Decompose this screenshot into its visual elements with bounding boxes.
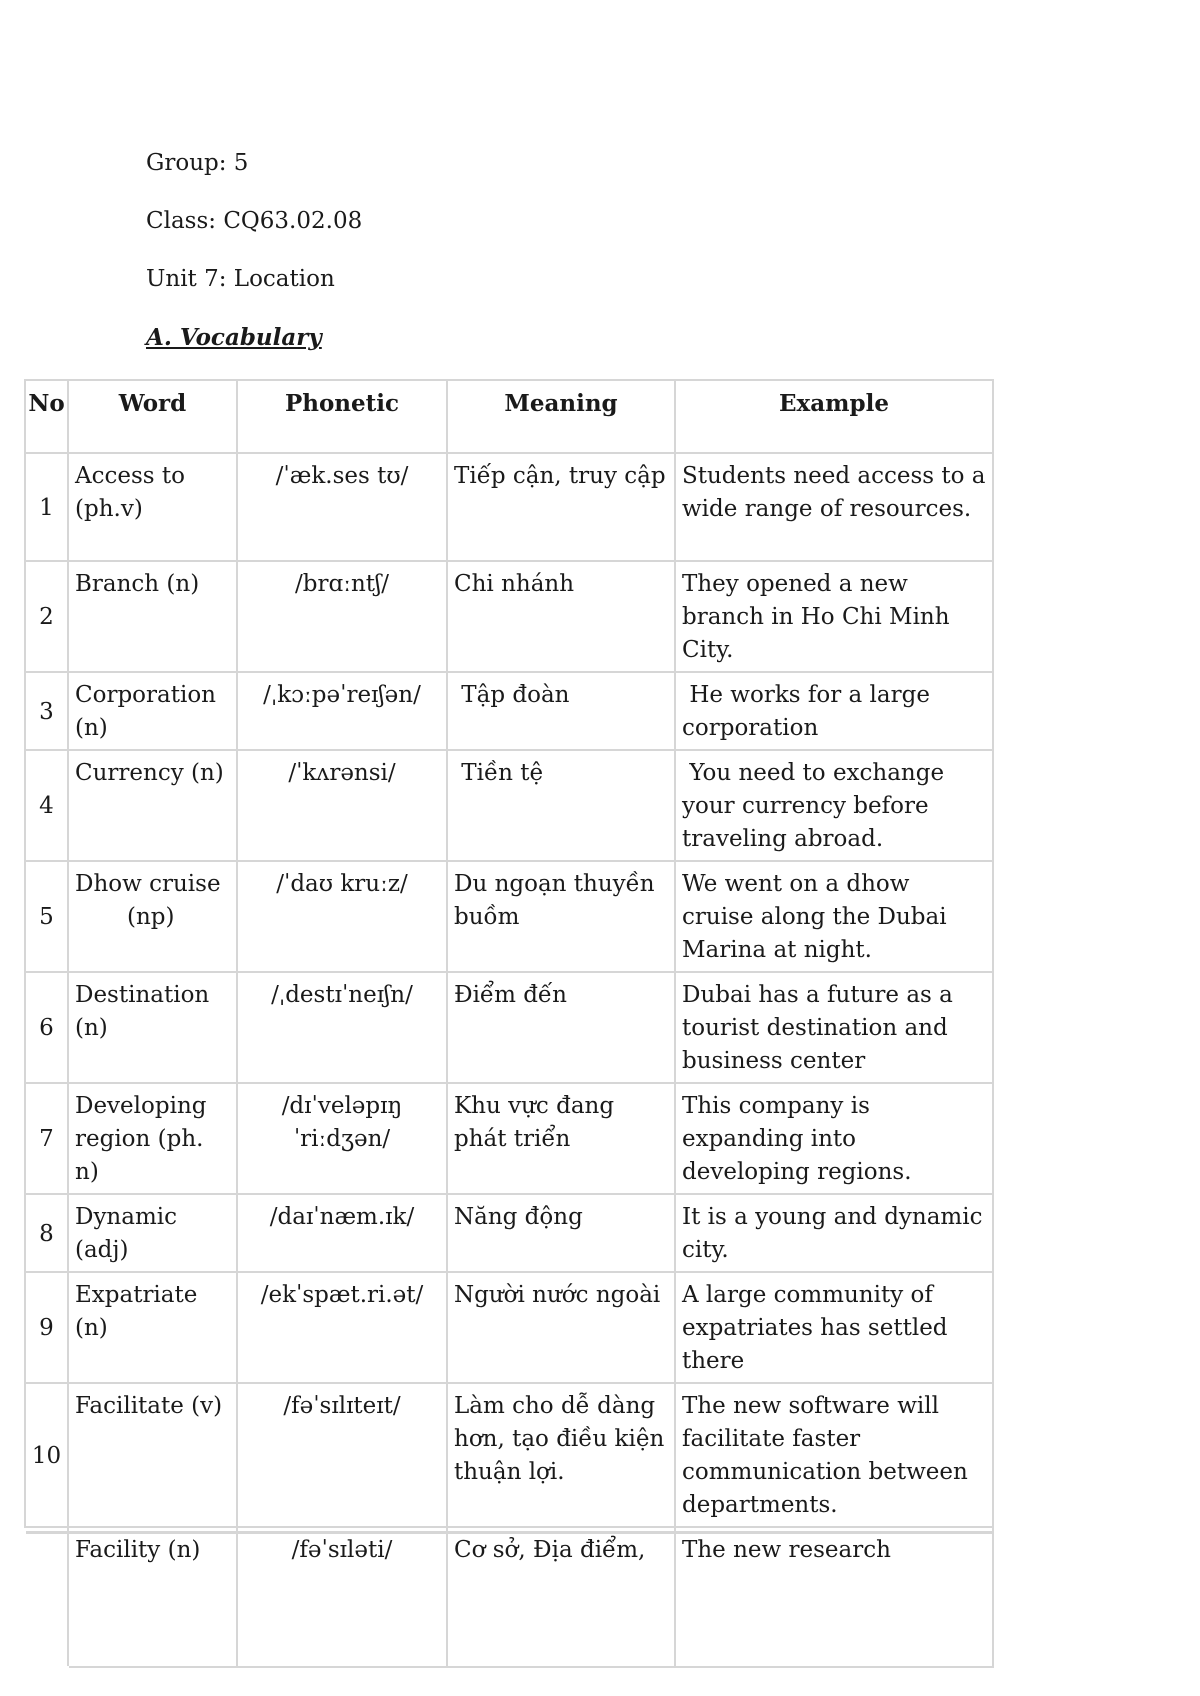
table-row <box>25 972 993 1083</box>
row-number: 4 <box>25 750 68 861</box>
example-cell: It is a young and dynamic city. <box>675 1194 993 1272</box>
table-row <box>25 1083 993 1194</box>
example-cell: Students need access to a wide range of resources. <box>675 453 993 561</box>
row-number: 10 <box>25 1383 68 1527</box>
section-heading: A. Vocabulary <box>146 324 322 351</box>
example-cell: The new research <box>675 1527 993 1667</box>
row-number <box>25 1527 68 1667</box>
table-row <box>25 561 993 672</box>
row-number: 5 <box>25 861 68 972</box>
row-number: 6 <box>25 972 68 1083</box>
row-number: 8 <box>25 1194 68 1272</box>
meaning-cell: Người nước ngoài <box>447 1272 675 1383</box>
word-cell: Destination (n) <box>68 972 237 1083</box>
meaning-cell: Năng động <box>447 1194 675 1272</box>
meaning-cell: Tiếp cận, truy cập <box>447 453 675 561</box>
word-cell: Corporation (n) <box>68 672 237 750</box>
word-cell: Expatriate (n) <box>68 1272 237 1383</box>
example-cell: The new software will facilitate faster communication between departments. <box>675 1383 993 1527</box>
phonetic-cell: /ekˈspæt.ri.ət/ <box>237 1272 447 1383</box>
phonetic-cell: /fəˈsɪlɪteɪt/ <box>237 1383 447 1527</box>
meaning-cell: Chi nhánh <box>447 561 675 672</box>
meaning-cell: Khu vực đang phát triển <box>447 1083 675 1194</box>
table-row <box>25 453 993 561</box>
table-row <box>25 861 993 972</box>
word-line-1: Dhow cruise <box>75 871 221 897</box>
meaning-cell: Cơ sở, Địa điểm, <box>447 1527 675 1667</box>
example-cell: Dubai has a future as a tourist destination and business center <box>675 972 993 1083</box>
phonetic-cell: /dɪˈveləpɪŋ ˈriːdʒən/ <box>237 1083 447 1194</box>
phonetic-cell: /ˌkɔːpəˈreɪʃən/ <box>237 672 447 750</box>
word-cell: Access to (ph.v) <box>68 453 237 561</box>
word-cell: Dynamic (adj) <box>68 1194 237 1272</box>
example-cell: He works for a large corporation <box>675 672 993 750</box>
word-cell <box>68 861 237 972</box>
word-cell: Branch (n) <box>68 561 237 672</box>
example-cell: You need to exchange your currency before traveling abroad. <box>675 750 993 861</box>
column-header-phonetic: Phonetic <box>237 380 447 453</box>
column-header-meaning: Meaning <box>447 380 675 453</box>
row-number: 1 <box>25 453 68 561</box>
class-line: Class: CQ63.02.08 <box>146 208 363 234</box>
column-header-example: Example <box>675 380 993 453</box>
meaning-cell: Tập đoàn <box>447 672 675 750</box>
row-number: 7 <box>25 1083 68 1194</box>
example-cell: They opened a new branch in Ho Chi Minh City. <box>675 561 993 672</box>
word-cell: Developing region (ph. n) <box>68 1083 237 1194</box>
table-row <box>25 672 993 750</box>
word-cell: Facilitate (v) <box>68 1383 237 1527</box>
unit-line: Unit 7: Location <box>146 266 335 292</box>
row-number: 3 <box>25 672 68 750</box>
row-number: 9 <box>25 1272 68 1383</box>
row-number: 2 <box>25 561 68 672</box>
phonetic-cell: /ˈkʌrənsi/ <box>237 750 447 861</box>
vocabulary-table <box>24 379 994 1668</box>
vocabulary-table-wrapper <box>24 379 992 1563</box>
phonetic-cell: /fəˈsɪləti/ <box>237 1527 447 1667</box>
table-row <box>25 1272 993 1383</box>
table-row <box>25 1527 993 1667</box>
example-cell: This company is expanding into developing regions. <box>675 1083 993 1194</box>
table-header-row <box>25 380 993 453</box>
phonetic-cell: /ˌdestɪˈneɪʃn/ <box>237 972 447 1083</box>
meaning-cell: Điểm đến <box>447 972 675 1083</box>
word-cell: Currency (n) <box>68 750 237 861</box>
table-row <box>25 750 993 861</box>
phonetic-cell: /daɪˈnæm.ɪk/ <box>237 1194 447 1272</box>
word-line-2: (np) <box>127 904 175 930</box>
group-line: Group: 5 <box>146 150 249 176</box>
word-cell: Facility (n) <box>68 1527 237 1667</box>
column-header-no: No <box>25 380 68 453</box>
phonetic-cell: /ˈdaʊ kruːz/ <box>237 861 447 972</box>
meaning-cell: Du ngoạn thuyền buồm <box>447 861 675 972</box>
table-row <box>25 1383 993 1527</box>
example-cell: A large community of expatriates has settled there <box>675 1272 993 1383</box>
example-cell: We went on a dhow cruise along the Dubai Marina at night. <box>675 861 993 972</box>
phonetic-cell: /brɑːntʃ/ <box>237 561 447 672</box>
column-header-word: Word <box>68 380 237 453</box>
phonetic-cell: /ˈæk.ses tʊ/ <box>237 453 447 561</box>
meaning-cell: Làm cho dễ dàng hơn, tạo điều kiện thuận lợi. <box>447 1383 675 1527</box>
table-row <box>25 1194 993 1272</box>
meaning-cell: Tiền tệ <box>447 750 675 861</box>
